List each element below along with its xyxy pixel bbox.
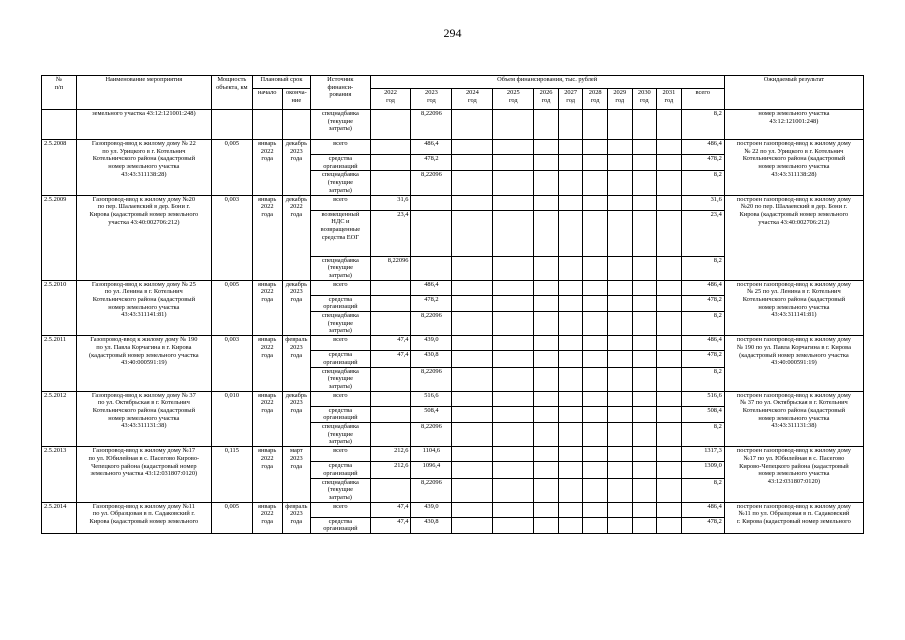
item-number: 2.5.2009	[42, 195, 77, 280]
value-2023: 508,4	[411, 406, 452, 422]
value-2022	[370, 367, 411, 391]
header-start: начало	[252, 89, 282, 110]
funding-source: спецнадбавка (текущие затраты)	[311, 312, 370, 336]
header-year-2031: 2031 год	[657, 89, 682, 110]
value-2022: 47,4	[370, 336, 411, 351]
header-year-2029: 2029 год	[607, 89, 632, 110]
funding-source: средства организаций	[311, 517, 370, 533]
item-number: 2.5.2010	[42, 280, 77, 336]
funding-source: спецнадбавка (текущие затраты)	[311, 171, 370, 195]
value-2023: 439,0	[411, 336, 452, 351]
value-2023: 8,22096	[411, 312, 452, 336]
value-2022	[370, 155, 411, 171]
item-start: январь 2022 года	[252, 502, 282, 533]
header-year-2024: 2024 год	[452, 89, 493, 110]
value-2023	[411, 210, 452, 256]
item-capacity: 0,010	[211, 391, 252, 447]
item-start: январь 2022 года	[252, 280, 282, 336]
value-2023: 478,2	[411, 295, 452, 311]
continuation-name: земельного участка 43:12:121001:248)	[76, 110, 211, 140]
expected-result: построен газопровод-ввод к жилому дому № 37 по ул. Октябрьская в г. Котельнич Котельничского района (кадастровый номер земельного участка 43:43:311131:38)	[724, 391, 863, 447]
funding-source: всего	[311, 195, 370, 210]
header-year-2030: 2030 год	[632, 89, 657, 110]
value-total: 486,4	[681, 336, 724, 351]
continuation-total: 8,2	[681, 110, 724, 140]
value-total: 8,2	[681, 312, 724, 336]
value-2022: 23,4	[370, 210, 411, 256]
value-2023: 1104,6	[411, 447, 452, 462]
value-2023	[411, 256, 452, 280]
value-total: 8,2	[681, 478, 724, 502]
header-year-2022: 2022 год	[370, 89, 411, 110]
item-name: Газопровод-ввод к жилому дому №20 по пер. Шалаевский в дер. Бони г. Кирова (кадастровый номер земельного участка 43:40:002706:212)	[76, 195, 211, 280]
funding-source: всего	[311, 391, 370, 406]
value-2023: 430,8	[411, 517, 452, 533]
item-end: февраль 2023 года	[282, 336, 311, 392]
funding-source: средства организаций	[311, 155, 370, 171]
funding-source: всего	[311, 502, 370, 517]
header-no: № п/п	[42, 76, 77, 110]
header-total: всего	[681, 89, 724, 110]
item-name: Газопровод-ввод к жилому дому №11 по ул. Образцовая в п. Садаковский г. Кирова (кадастровый номер земельного	[76, 502, 211, 533]
item-end: декабрь 2023 года	[282, 391, 311, 447]
expected-result: построен газопровод-ввод к жилому дому №11 по ул. Образцовая в п. Садаковский г. Кирова (кадастровый номер земельного	[724, 502, 863, 533]
table-body	[42, 110, 864, 534]
header-year-2026: 2026 год	[534, 89, 559, 110]
item-end: март 2023 года	[282, 447, 311, 503]
header-plan-term: Плановый срок	[252, 76, 310, 89]
item-start: январь 2022 года	[252, 336, 282, 392]
header-volume: Объем финансирования, тыс. рублей	[370, 76, 724, 89]
value-2022: 47,4	[370, 351, 411, 367]
continuation-result: номер земельного участка 43:12:121001:248)	[724, 110, 863, 140]
table-row	[42, 502, 864, 517]
funding-source: всего	[311, 336, 370, 351]
item-number: 2.5.2011	[42, 336, 77, 392]
header-end: оконча- ние	[282, 89, 311, 110]
table-row	[42, 140, 864, 155]
value-total: 1309,0	[681, 462, 724, 478]
funding-source: спецнадбавка (текущие затраты)	[311, 367, 370, 391]
value-total: 8,2	[681, 171, 724, 195]
expected-result: построен газопровод-ввод к жилому дому №20 по пер. Шалаевский в дер. Бони г. Кирова (кадастровый номер земельного участка 43:40:002706:212)	[724, 195, 863, 280]
value-2022	[370, 423, 411, 447]
table-row	[42, 280, 864, 295]
item-number: 2.5.2012	[42, 391, 77, 447]
value-2023: 1096,4	[411, 462, 452, 478]
value-total: 486,4	[681, 280, 724, 295]
header-result: Ожидаемый результат	[724, 76, 863, 110]
expected-result: построен газопровод-ввод к жилому дому № 22 по ул. Урицкого в г. Котельнич Котельничского района (кадастровый номер земельного участка 43:43:311138:28)	[724, 140, 863, 196]
item-start: январь 2022 года	[252, 391, 282, 447]
value-2023: 478,2	[411, 155, 452, 171]
header-source: Источник финанси- рования	[311, 76, 370, 110]
table-row	[42, 336, 864, 351]
item-name: Газопровод-ввод к жилому дому № 25 по ул. Ленина в г. Котельнич Котельничского района (кадастровый номер земельного участка 43:43:311141:81)	[76, 280, 211, 336]
funding-source: средства организаций	[311, 462, 370, 478]
value-2022	[370, 171, 411, 195]
header-year-2027: 2027 год	[558, 89, 583, 110]
value-total: 486,4	[681, 502, 724, 517]
funding-source: средства организаций	[311, 351, 370, 367]
expected-result: построен газопровод-ввод к жилому дому № 25 по ул. Ленина в г. Котельнич Котельничского района (кадастровый номер земельного участка 43:43:311141:81)	[724, 280, 863, 336]
funding-source: средства организаций	[311, 295, 370, 311]
value-total: 478,2	[681, 295, 724, 311]
item-name: Газопровод-ввод к жилому дому №17 по ул. Юбилейная в с. Пасегово Кирово- Чепецкого района (кадастровый номер земельного участка 43:12:031807:0120)	[76, 447, 211, 503]
item-end: декабрь 2023 года	[282, 140, 311, 196]
page-number: 294	[443, 26, 462, 40]
value-2022: 47,4	[370, 502, 411, 517]
funding-source: всего	[311, 280, 370, 295]
value-2023: 486,4	[411, 140, 452, 155]
item-number: 2.5.2008	[42, 140, 77, 196]
item-start: январь 2022 года	[252, 195, 282, 280]
header-capacity: Мощность объекта, км	[211, 76, 252, 110]
item-number: 2.5.2014	[42, 502, 77, 533]
funding-source: всего	[311, 447, 370, 462]
item-number: 2.5.2013	[42, 447, 77, 503]
value-total: 486,4	[681, 140, 724, 155]
value-2022	[370, 295, 411, 311]
table-row	[42, 195, 864, 210]
value-2023: 516,6	[411, 391, 452, 406]
value-total: 23,4	[681, 210, 724, 256]
funding-source: возмещенный НДС и возвращенные средства ЕОГ	[311, 210, 370, 256]
value-2023: 486,4	[411, 280, 452, 295]
header-year-2025: 2025 год	[493, 89, 534, 110]
value-2023: 430,8	[411, 351, 452, 367]
item-name: Газопровод-ввод к жилому дому № 37 по ул. Октябрьская в г. Котельнич Котельничского района (кадастровый номер земельного участка 43:43:311131:38)	[76, 391, 211, 447]
expected-result: построен газопровод-ввод к жилому дому №17 по ул. Юбилейная в с. Пасегово Кирово-Чепецкого района (кадастровый номер земельного участка 43:12:031807:0120)	[724, 447, 863, 503]
value-2023: 8,22096	[411, 367, 452, 391]
funding-source: всего	[311, 140, 370, 155]
value-total: 508,4	[681, 406, 724, 422]
value-2023: 8,22096	[411, 171, 452, 195]
table-header	[42, 76, 864, 110]
continuation-source: спецнадбавка (текущие затраты)	[311, 110, 370, 140]
value-2023: 439,0	[411, 502, 452, 517]
table-row	[42, 110, 864, 140]
value-2022: 212,6	[370, 447, 411, 462]
item-end: декабрь 2022 года	[282, 195, 311, 280]
value-2022	[370, 406, 411, 422]
funding-source: спецнадбавка (текущие затраты)	[311, 256, 370, 280]
value-2023: 8,22096	[411, 423, 452, 447]
value-total: 478,2	[681, 351, 724, 367]
value-2022	[370, 140, 411, 155]
value-total: 8,2	[681, 367, 724, 391]
value-total: 478,2	[681, 155, 724, 171]
item-capacity: 0,005	[211, 502, 252, 533]
item-name: Газопровод-ввод к жилому дому № 22 по ул. Урицкого в г. Котельнич Котельничского района (кадастровый номер земельного участка 43:43:311138:28)	[76, 140, 211, 196]
value-2022	[370, 280, 411, 295]
item-end: декабрь 2023 года	[282, 280, 311, 336]
continuation-2023: 8,22096	[411, 110, 452, 140]
item-start: январь 2022 года	[252, 447, 282, 503]
item-capacity: 0,003	[211, 336, 252, 392]
item-capacity: 0,005	[211, 280, 252, 336]
item-name: Газопровод-ввод к жилому дому № 190 по ул. Павла Корчагина в г. Кирова (кадастровый номер земельного участка 43:40:000591:19)	[76, 336, 211, 392]
value-total: 31,6	[681, 195, 724, 210]
value-2022	[370, 312, 411, 336]
item-capacity: 0,005	[211, 140, 252, 196]
funding-source: спецнадбавка (текущие затраты)	[311, 478, 370, 502]
table-row	[42, 391, 864, 406]
value-2022	[370, 391, 411, 406]
financing-table	[41, 75, 864, 534]
value-2022: 8,22096	[370, 256, 411, 280]
value-total: 516,6	[681, 391, 724, 406]
value-2022: 31,6	[370, 195, 411, 210]
table-row	[42, 447, 864, 462]
value-2022	[370, 478, 411, 502]
value-2022: 212,6	[370, 462, 411, 478]
funding-source: средства организаций	[311, 406, 370, 422]
value-2023: 8,22096	[411, 478, 452, 502]
item-end: февраль 2023 года	[282, 502, 311, 533]
header-year-2023: 2023 год	[411, 89, 452, 110]
value-2022: 47,4	[370, 517, 411, 533]
value-total: 8,2	[681, 256, 724, 280]
item-start: январь 2022 года	[252, 140, 282, 196]
value-2023	[411, 195, 452, 210]
value-total: 1317,3	[681, 447, 724, 462]
header-year-2028: 2028 год	[583, 89, 608, 110]
funding-source: спецнадбавка (текущие затраты)	[311, 423, 370, 447]
item-capacity: 0,115	[211, 447, 252, 503]
value-total: 8,2	[681, 423, 724, 447]
value-total: 478,2	[681, 517, 724, 533]
item-capacity: 0,003	[211, 195, 252, 280]
expected-result: построен газопровод-ввод к жилому дому № 190 по ул. Павла Корчагина в г. Кирова (кадастровый номер земельного участка 43:40:000591:19)	[724, 336, 863, 392]
header-name: Наименование мероприятия	[76, 76, 211, 110]
